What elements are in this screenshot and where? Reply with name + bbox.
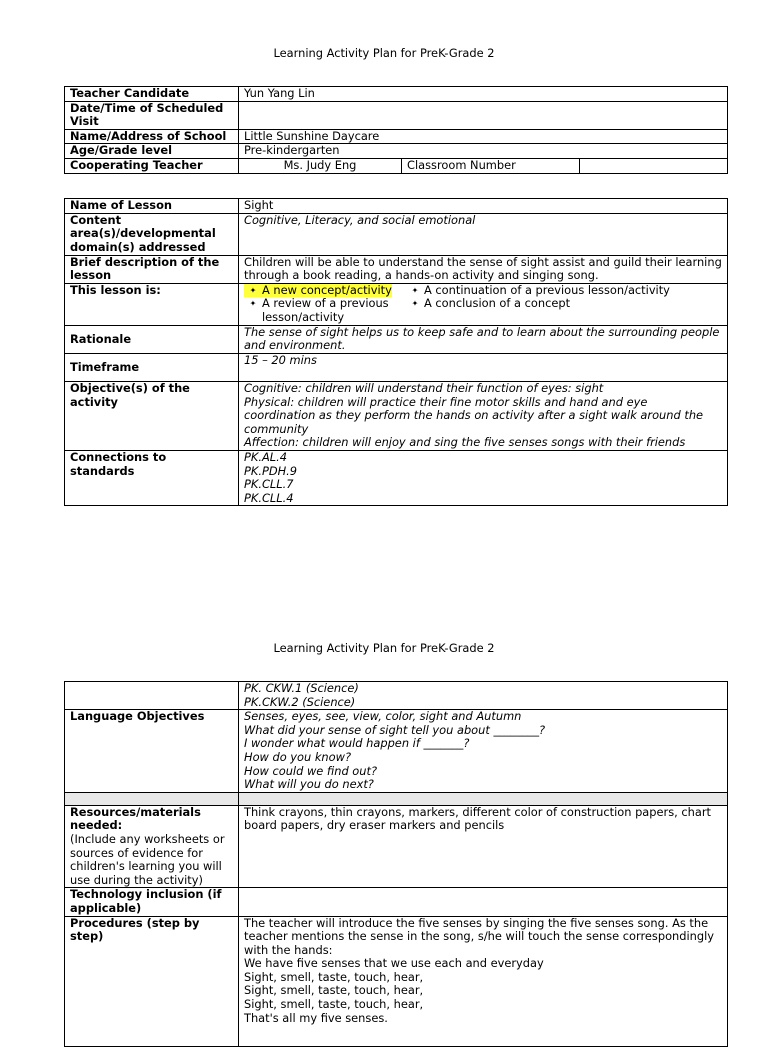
cooperating-teacher-label: Cooperating Teacher (65, 158, 239, 173)
school-label: Name/Address of School (65, 129, 239, 144)
standard-item: PK.CLL.7 (244, 477, 294, 492)
bullet-icon: ✦ (411, 285, 419, 295)
language-item: How could we find out? (244, 763, 378, 778)
language-item: What will you do next? (244, 777, 374, 792)
standard-item: PK. CKW.1 (Science) (244, 681, 359, 695)
resources-label (65, 805, 239, 888)
lesson-table (64, 198, 728, 506)
language-objectives-value (239, 710, 728, 793)
procedure-line: We have five senses that we use each and everyday (244, 956, 544, 971)
option-new-concept[interactable]: ✦ A new concept/activity (244, 284, 406, 298)
resources-value: Think crayons, thin crayons, markers, different color of construction papers, chart board papers, dry eraser markers and pencils (239, 805, 728, 888)
bullet-icon: ✦ (411, 299, 419, 309)
teacher-candidate-value: Yun Yang Lin (239, 87, 728, 102)
rationale-value: The sense of sight helps us to keep safe and to learn about the surrounding people and environment. (239, 325, 728, 353)
classroom-number-value (580, 158, 728, 173)
option-continuation[interactable]: ✦ A continuation of a previous lesson/activity (406, 284, 722, 298)
bullet-icon: ✦ (249, 299, 257, 309)
language-objectives-label: Language Objectives (65, 710, 239, 793)
standard-item: PK.AL.4 (244, 450, 287, 464)
timeframe-label: Timeframe (65, 353, 239, 381)
language-item: I wonder what would happen if _______? (244, 736, 470, 751)
cooperating-teacher-value: Ms. Judy Eng (239, 158, 402, 173)
separator-row (239, 792, 728, 805)
content-area-label: Content area(s)/developmental domain(s) addressed (65, 213, 239, 255)
language-item: How do you know? (244, 749, 351, 764)
objective-cognitive: Cognitive: children will understand their function of eyes: sight (244, 381, 604, 395)
language-item: Senses, eyes, see, view, color, sight and Autumn (244, 709, 522, 724)
lesson-name-label: Name of Lesson (65, 199, 239, 214)
page-title-2: Learning Activity Plan for PreK-Grade 2 (273, 641, 495, 655)
standard-item: PK.CKW.2 (Science) (244, 694, 356, 709)
standard-item: PK.PDH.9 (244, 463, 298, 478)
page-title: Learning Activity Plan for PreK-Grade 2 (273, 46, 495, 60)
classroom-number-label: Classroom Number (402, 158, 580, 173)
objective-affection: Affection: children will enjoy and sing the five senses songs with their friends (244, 435, 686, 450)
separator-row (65, 792, 239, 805)
procedure-line: The teacher will introduce the five senses by singing the five senses song. As the teacher mentions the sense in the song, s/he will touch the sense correspondingly with the hands: (244, 916, 715, 957)
date-time-label: Date/Time of Scheduled Visit (65, 101, 239, 129)
objective-physical: Physical: children will practice their fine motor skills and hand and eye coordination as they perform the hands on activity after a sight walk around the community (244, 394, 704, 436)
standards-cont-label (65, 682, 239, 710)
option-review[interactable]: ✦ A review of a previous lesson/activity (244, 297, 406, 324)
procedure-line: Sight, smell, taste, touch, hear, (244, 969, 424, 984)
procedures-value (239, 916, 728, 1046)
teacher-info-table (64, 86, 728, 174)
procedures-label: Procedures (step by step) (65, 916, 239, 1046)
resources-title: Resources/materials needed: (70, 805, 201, 833)
technology-label: Technology inclusion (if applicable) (65, 888, 239, 916)
procedure-line: That's all my five senses. (244, 1010, 388, 1025)
timeframe-value: 15 – 20 mins (239, 353, 728, 381)
language-item: What did your sense of sight tell you about ________? (244, 722, 546, 737)
standards-cont-value (239, 682, 728, 710)
objectives-value (239, 381, 728, 450)
brief-description-label: Brief description of the lesson (65, 255, 239, 283)
resources-note: (Include any worksheets or sources of evidence for children's learning you will use during the activity) (70, 831, 225, 887)
objectives-label: Objective(s) of the activity (65, 381, 239, 450)
bullet-icon: ✦ (244, 284, 262, 298)
standard-item: PK.CLL.4 (244, 490, 294, 505)
activity-table (64, 681, 728, 1047)
grade-label: Age/Grade level (65, 144, 239, 159)
rationale-label: Rationale (65, 325, 239, 353)
content-area-value: Cognitive, Literacy, and social emotional (239, 213, 728, 255)
standards-value (239, 450, 728, 505)
grade-value: Pre-kindergarten (239, 144, 728, 159)
date-time-value (239, 101, 728, 129)
procedure-line: Sight, smell, taste, touch, hear, (244, 997, 424, 1012)
standards-label: Connections to standards (65, 450, 239, 505)
option-conclusion[interactable]: ✦ A conclusion of a concept (406, 297, 722, 324)
technology-value (239, 888, 728, 916)
lesson-is-label: This lesson is: (65, 283, 239, 325)
procedure-line: Sight, smell, taste, touch, hear, (244, 983, 424, 998)
lesson-type-options (239, 283, 728, 325)
teacher-candidate-label: Teacher Candidate (65, 87, 239, 102)
brief-description-value: Children will be able to understand the sense of sight assist and guild their learning through a book reading, a hands-on activity and singing song. (239, 255, 728, 283)
school-value: Little Sunshine Daycare (239, 129, 728, 144)
lesson-name-value: Sight (239, 199, 728, 214)
